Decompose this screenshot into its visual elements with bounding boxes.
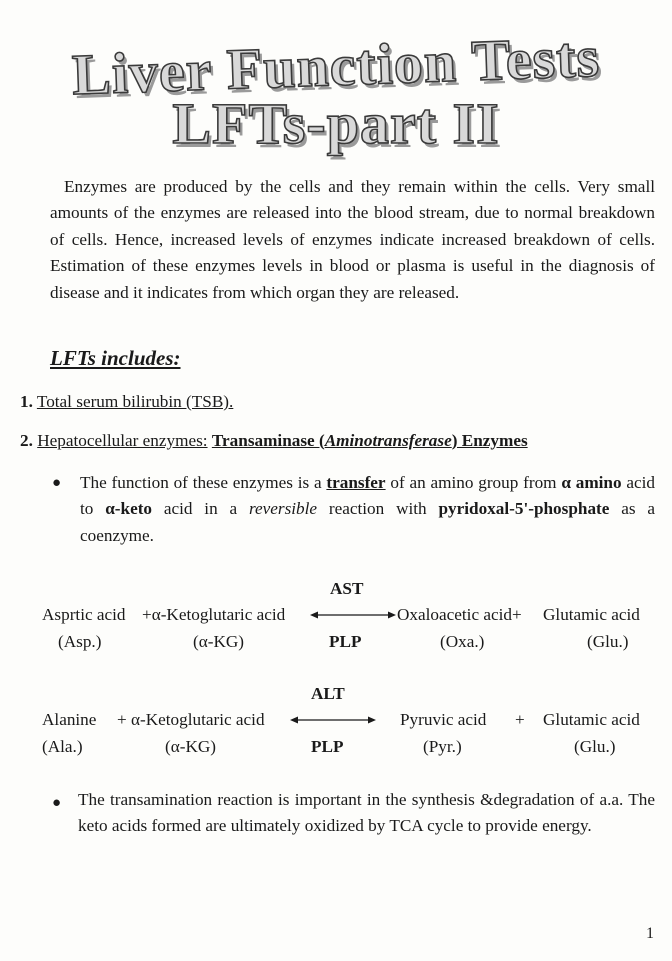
product-2: Glutamic acid: [543, 710, 640, 729]
intro-paragraph: Enzymes are produced by the cells and they remain within the cells. Very small amounts of the enzymes are released into the blood stream, due to normal breakdown of cells. Hence, increased levels of enzymes indicate increased breakdown of cells. Estimation of these enzymes levels in blood or plasma is useful in the diagnosis of disease and it indicates from which organ they are released.: [50, 177, 655, 302]
section-heading: LFTs includes:: [50, 346, 181, 370]
product-2: Glutamic acid: [543, 605, 640, 624]
product-1: Pyruvic acid: [400, 710, 487, 729]
bullet-icon: ●: [52, 795, 62, 811]
reversible-arrow-icon: [310, 609, 396, 621]
list-text-prefix: Hepatocellular enzymes:: [37, 431, 208, 450]
list-number: 2.: [20, 431, 33, 450]
abbr-2: (α-KG): [193, 632, 245, 651]
page-title: Liver Function Tests: [70, 23, 602, 108]
page-subtitle: LFTs-part II: [172, 91, 500, 156]
plus-sign: +: [515, 710, 525, 729]
enzyme-ast: AST: [330, 579, 364, 598]
reactant-2: + α-Ketoglutaric acid: [117, 710, 265, 729]
bullet-text-1: The function of these enzymes is a transfer of an amino group from α amino acid to α-keto acid in a reversible reaction with pyridoxal-5'-phosphate as a coenzyme.: [80, 473, 656, 545]
bullet-text-2: The transamination reaction is important in the synthesis &degradation of a.a. The keto acids formed are ultimately oxidized by TCA cycle to provide energy.: [78, 790, 655, 836]
abbr-1: (Asp.): [58, 632, 102, 651]
abbr-3: (Oxa.): [440, 632, 485, 651]
reactant-1: Asprtic acid: [42, 605, 126, 624]
cofactor-plp: PLP: [311, 737, 344, 756]
abbr-1: (Ala.): [42, 737, 83, 756]
list-text-bold: Transaminase (Aminotransferase) Enzymes: [211, 431, 528, 450]
abbr-4: (Glu.): [574, 737, 616, 756]
reactant-1: Alanine: [42, 710, 97, 729]
product-1: Oxaloacetic acid+: [397, 605, 522, 624]
page-number: 1: [646, 925, 654, 942]
list-item-2: [20, 431, 528, 451]
list-text: Total serum bilirubin (TSB).: [36, 392, 234, 411]
abbr-4: (Glu.): [587, 632, 629, 651]
cofactor-plp: PLP: [329, 632, 362, 651]
reversible-arrow-icon: [290, 714, 376, 726]
bullet-icon: ●: [52, 475, 62, 491]
abbr-2: (α-KG): [165, 737, 217, 756]
abbr-3: (Pyr.): [423, 737, 462, 756]
list-number: 1.: [20, 392, 33, 411]
reactant-2: +α-Ketoglutaric acid: [142, 605, 286, 624]
enzyme-alt: ALT: [311, 684, 345, 703]
list-item-1: [20, 392, 233, 412]
